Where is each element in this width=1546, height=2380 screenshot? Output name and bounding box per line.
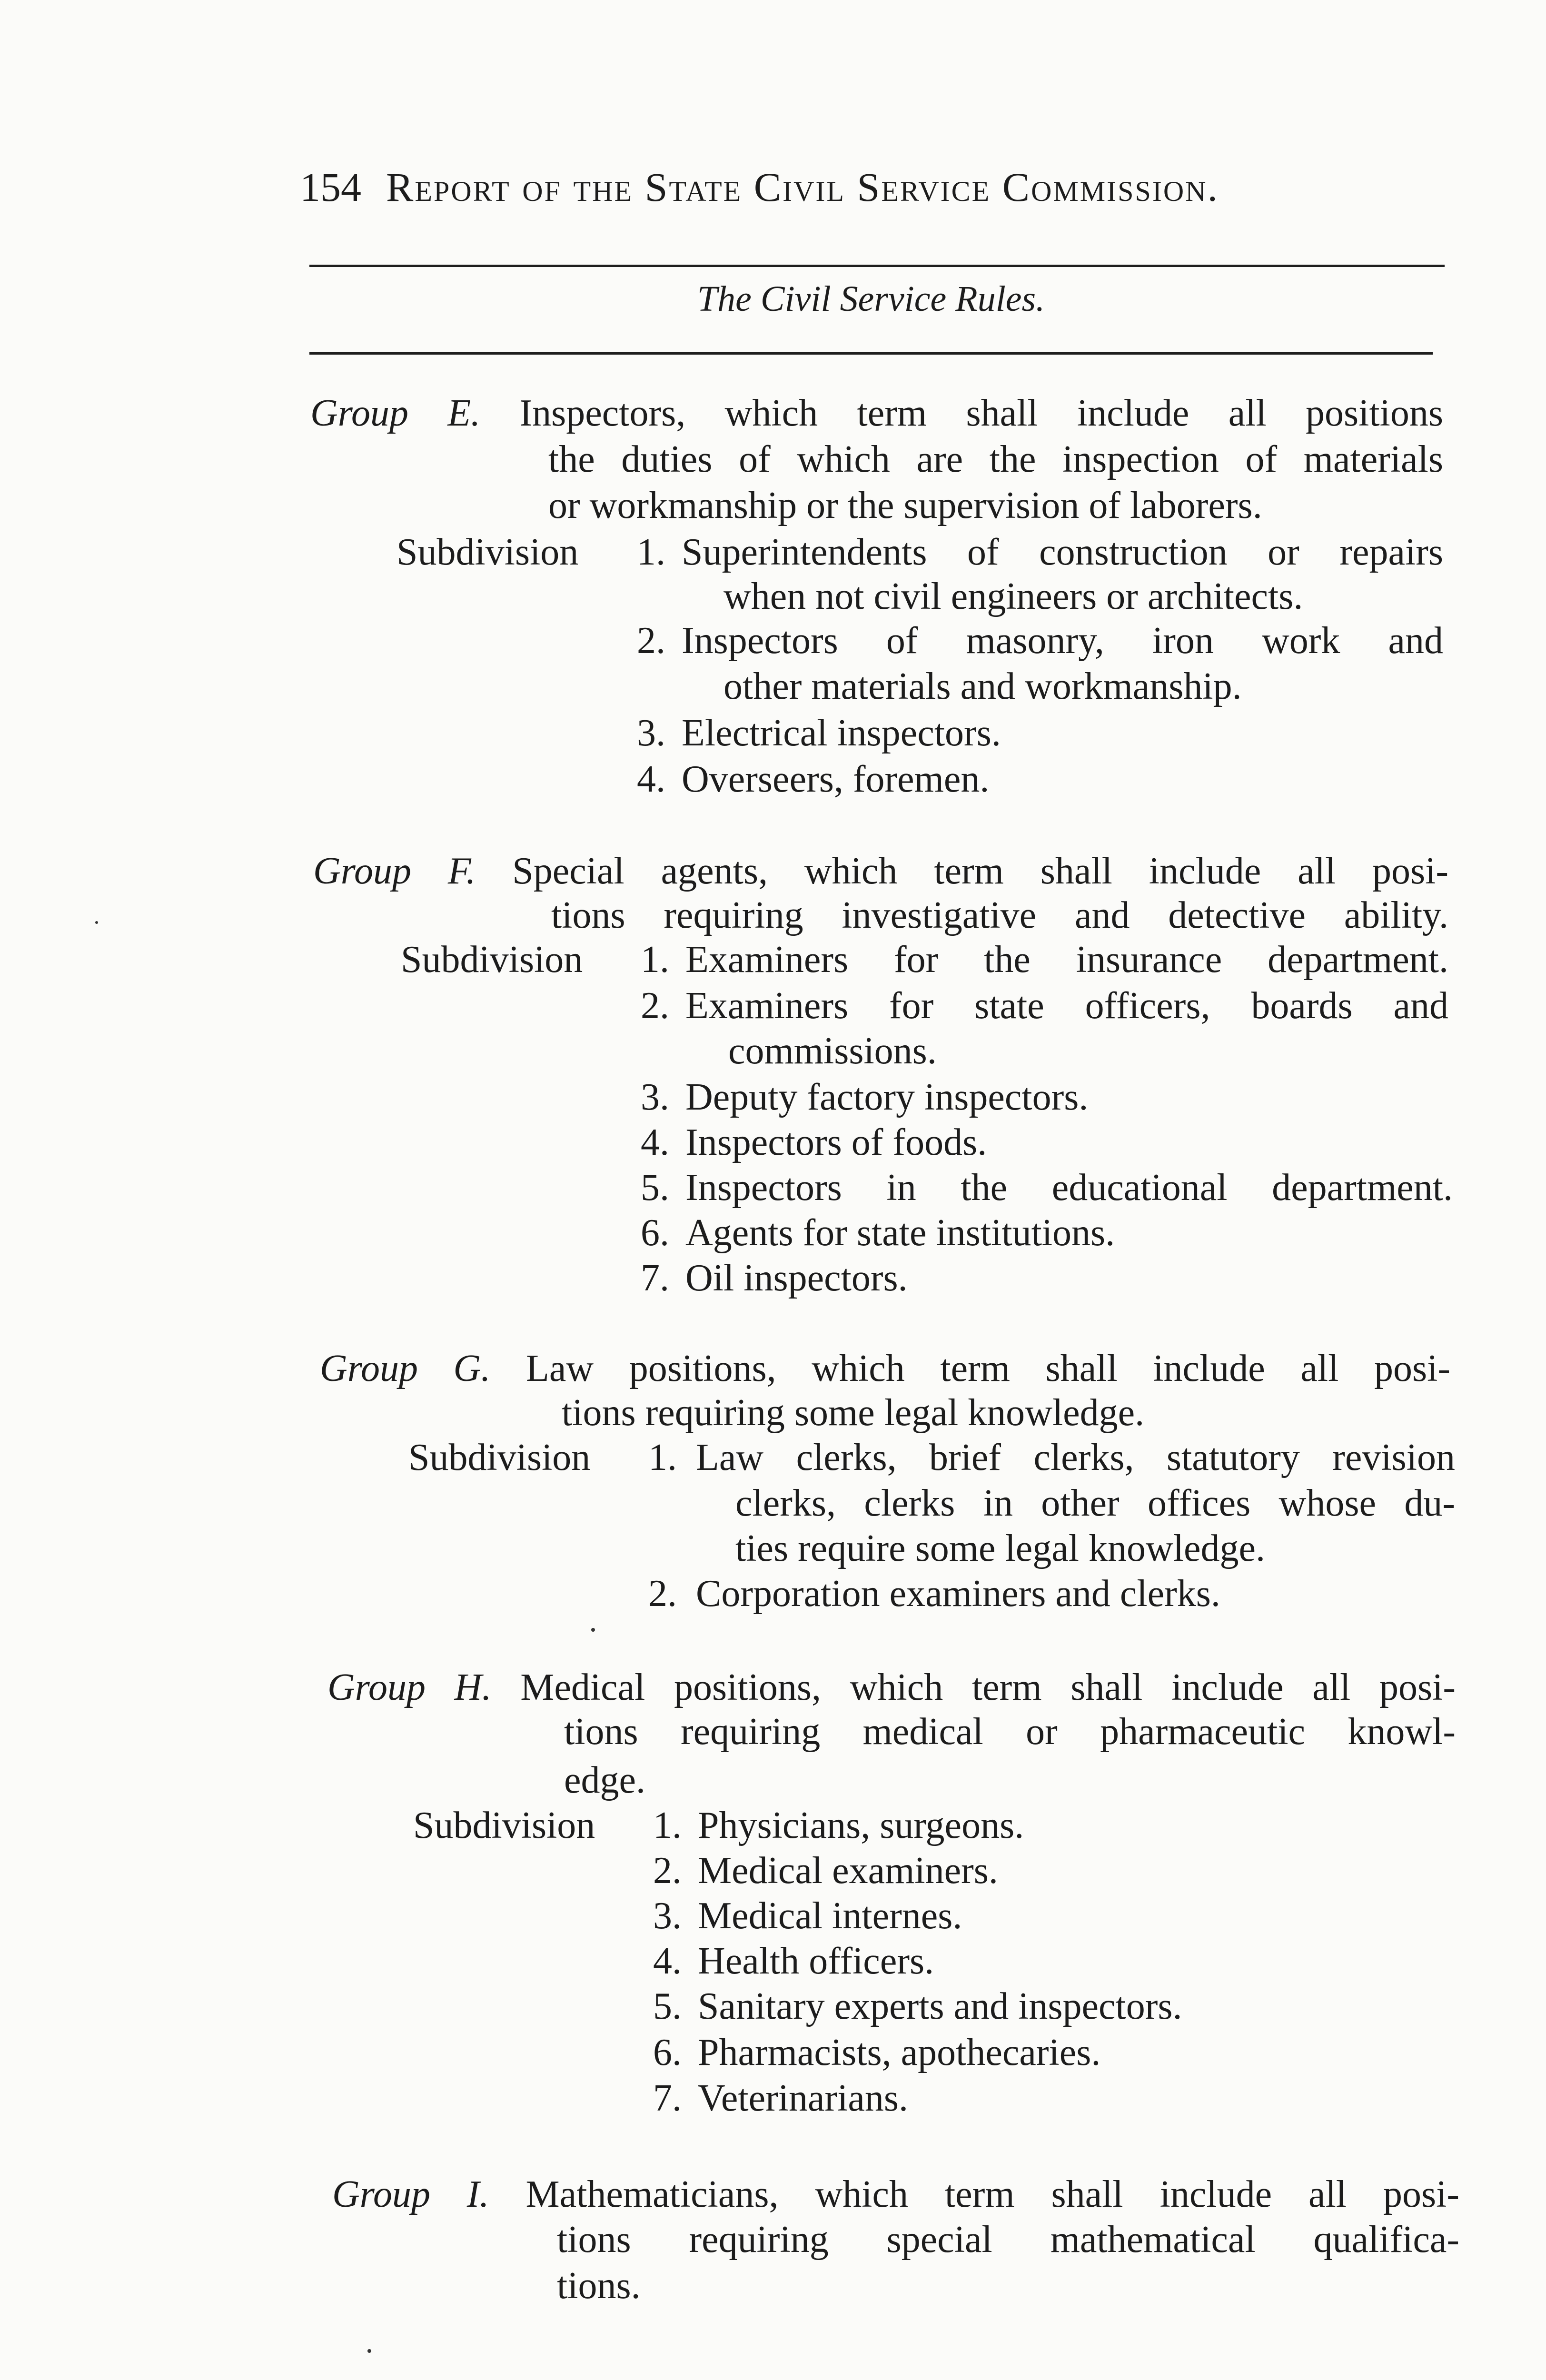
running-header — [300, 161, 1452, 213]
item-text: Medical examiners. — [698, 1850, 998, 1892]
group-description-cont: the duties of which are the inspection of materials — [548, 438, 1443, 480]
group-description-cont: tions requiring medical or pharmaceutic knowl- — [564, 1711, 1456, 1753]
subdivision-label: Subdivision — [401, 939, 583, 981]
item-number: 7. — [641, 1257, 669, 1299]
bottom-rule — [309, 352, 1433, 355]
group-name: Group I. — [332, 2173, 489, 2215]
group-lead-line — [327, 1664, 1456, 1711]
item-text-cont: when not civil engineers or architects. — [723, 575, 1303, 617]
group-description-cont: edge. — [564, 1759, 646, 1801]
running-title: Report of the State Civil Service Commission. — [386, 164, 1219, 210]
item-text: Medical internes. — [698, 1895, 962, 1937]
group-description-cont: tions. — [557, 2265, 641, 2307]
item-text: Deputy factory inspectors. — [685, 1076, 1089, 1118]
item-number: 6. — [653, 2032, 682, 2073]
item-number: 3. — [653, 1895, 682, 1937]
subdivision-label: Subdivision — [408, 1437, 591, 1478]
group-description-cont: tions requiring special mathematical qualifica- — [557, 2219, 1459, 2261]
section-subtitle: The Civil Service Rules. — [697, 279, 1045, 319]
item-text: Agents for state institutions. — [685, 1212, 1115, 1254]
item-text: Examiners for state officers, boards and — [685, 985, 1448, 1027]
item-text: Examiners for the insurance department. — [685, 939, 1448, 981]
item-number: 3. — [641, 1076, 669, 1118]
group-name: Group F. — [313, 850, 476, 892]
item-number: 4. — [653, 1940, 682, 1982]
item-number: 1. — [641, 939, 669, 981]
print-speck — [95, 921, 98, 924]
item-text: Overseers, foremen. — [682, 758, 990, 800]
item-text: Inspectors of foods. — [685, 1121, 987, 1163]
print-speck — [367, 2349, 371, 2353]
group-description-cont: or workmanship or the supervision of laborers. — [548, 485, 1262, 526]
group-description-cont: tions requiring investigative and detective ability. — [551, 894, 1448, 936]
item-number: 2. — [648, 1573, 677, 1615]
item-number: 2. — [653, 1850, 682, 1892]
group-name: Group G. — [320, 1348, 491, 1389]
item-text-cont: commissions. — [728, 1030, 937, 1072]
group-description: Inspectors, which term shall include all positions — [519, 392, 1443, 434]
group-description: Medical positions, which term shall include all posi- — [520, 1666, 1456, 1708]
item-text: Electrical inspectors. — [682, 712, 1001, 754]
item-text: Superintendents of construction or repairs — [682, 531, 1443, 573]
item-text: Veterinarians. — [698, 2077, 909, 2119]
item-number: 2. — [637, 620, 665, 662]
item-text: Law clerks, brief clerks, statutory revision — [696, 1437, 1455, 1478]
item-text: Oil inspectors. — [685, 1257, 908, 1299]
group-lead-line — [320, 1345, 1450, 1392]
item-text: Sanitary experts and inspectors. — [698, 1985, 1182, 2027]
item-number: 1. — [648, 1437, 677, 1478]
group-name: Group E. — [310, 392, 481, 434]
item-text: Inspectors in the educational department. — [685, 1167, 1453, 1209]
top-rule — [309, 265, 1445, 267]
group-lead-line — [313, 847, 1448, 895]
item-number: 2. — [641, 985, 669, 1027]
group-description: Mathematicians, which term shall include all posi- — [525, 2173, 1459, 2215]
item-number: 5. — [641, 1167, 669, 1209]
subdivision-label: Subdivision — [413, 1805, 595, 1846]
group-lead-line — [310, 389, 1443, 437]
group-description: Law positions, which term shall include all posi- — [525, 1348, 1450, 1389]
item-number: 1. — [653, 1805, 682, 1846]
group-description: Special agents, which term shall include all posi- — [512, 850, 1448, 892]
item-text: Pharmacists, apothecaries. — [698, 2032, 1101, 2073]
group-lead-line — [332, 2171, 1459, 2218]
item-number: 3. — [637, 712, 665, 754]
subdivision-label: Subdivision — [396, 531, 579, 573]
group-name: Group H. — [327, 1666, 492, 1708]
item-text-cont: clerks, clerks in other offices whose du- — [735, 1482, 1455, 1524]
item-number: 1. — [637, 531, 665, 573]
item-number: 4. — [641, 1121, 669, 1163]
group-description-cont: tions requiring some legal knowledge. — [562, 1392, 1145, 1434]
item-number: 4. — [637, 758, 665, 800]
item-text: Health officers. — [698, 1940, 934, 1982]
item-number: 6. — [641, 1212, 669, 1254]
item-number: 7. — [653, 2077, 682, 2119]
item-text: Corporation examiners and clerks. — [696, 1573, 1220, 1615]
item-number: 5. — [653, 1985, 682, 2027]
item-text: Inspectors of masonry, iron work and — [682, 620, 1443, 662]
item-text-cont: other materials and workmanship. — [723, 665, 1242, 707]
item-text: Physicians, surgeons. — [698, 1805, 1024, 1846]
item-text-cont: ties require some legal knowledge. — [735, 1527, 1265, 1569]
print-speck — [591, 1628, 595, 1632]
page-number: 154 — [300, 164, 361, 210]
